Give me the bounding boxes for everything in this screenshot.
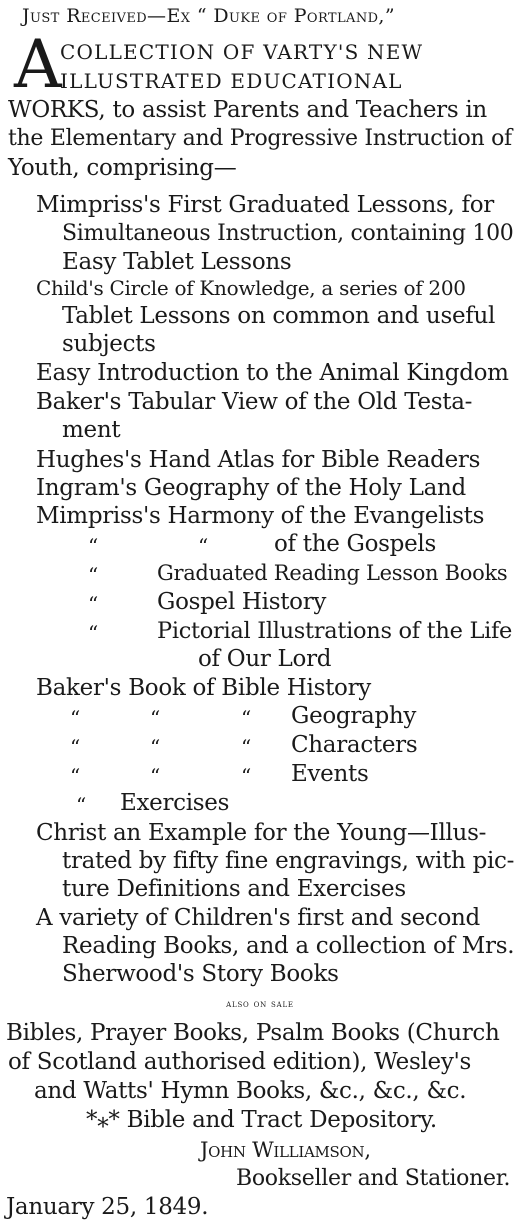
list-item: Characters xyxy=(291,732,418,758)
ditto-mark: “ xyxy=(88,534,99,558)
ditto-mark: “ xyxy=(88,592,99,616)
list-item: Baker's Tabular View of the Old Testa- xyxy=(36,389,473,415)
list-item: Mimpriss's First Graduated Lessons, for xyxy=(36,192,494,218)
ditto-mark: “ xyxy=(241,735,252,759)
list-item: of Our Lord xyxy=(198,646,332,672)
ditto-mark: “ xyxy=(241,706,252,730)
list-item: Sherwood's Story Books xyxy=(62,961,339,987)
list-item: Reading Books, and a collection of Mrs. xyxy=(62,933,515,959)
list-item: Hughes's Hand Atlas for Bible Readers xyxy=(36,447,481,473)
list-item: Geography xyxy=(291,703,417,729)
intro-line-5: Youth, comprising— xyxy=(8,155,237,181)
list-item: Easy Introduction to the Animal Kingdom xyxy=(36,360,509,386)
advertisement-date: January 25, 1849. xyxy=(6,1194,209,1220)
sale-line: Bibles, Prayer Books, Psalm Books (Church xyxy=(6,1020,500,1046)
intro-line-1: COLLECTION OF VARTY'S NEW xyxy=(60,40,424,64)
list-item: Simultaneous Instruction, containing 100 xyxy=(62,221,514,246)
intro-line-3: WORKS, to assist Parents and Teachers in xyxy=(8,97,487,123)
list-item: trated by fifty fine engravings, with pic- xyxy=(62,848,515,874)
list-item: Ingram's Geography of the Holy Land xyxy=(36,475,466,501)
sale-line: and Watts' Hymn Books, &c., &c., &c. xyxy=(34,1078,467,1104)
ditto-mark: “ xyxy=(76,793,87,817)
ditto-mark: “ xyxy=(198,534,209,558)
ditto-mark: “ xyxy=(70,706,81,730)
list-item: Easy Tablet Lessons xyxy=(62,249,292,275)
ditto-mark: “ xyxy=(150,735,161,759)
list-item: A variety of Children's first and second xyxy=(36,905,480,931)
list-item: Pictorial Illustrations of the Life xyxy=(157,618,513,644)
list-item: of the Gospels xyxy=(274,531,436,557)
list-item: subjects xyxy=(62,331,156,357)
advertisement-header: Just Received—Ex “ Duke of Portland,” xyxy=(22,5,395,27)
list-item: Gospel History xyxy=(157,589,327,615)
list-item: Exercises xyxy=(120,790,230,816)
ditto-mark: “ xyxy=(70,735,81,759)
signature-title: Bookseller and Stationer. xyxy=(236,1166,511,1191)
list-item: Christ an Example for the Young—Illus- xyxy=(36,820,487,846)
list-item: Tablet Lessons on common and useful xyxy=(62,303,496,329)
depository-line: *⁎* Bible and Tract Depository. xyxy=(86,1107,437,1133)
intro-line-2: ILLUSTRATED EDUCATIONAL xyxy=(60,69,403,93)
list-item: Graduated Reading Lesson Books xyxy=(157,561,508,585)
sale-line: of Scotland authorised edition), Wesley's xyxy=(8,1049,472,1075)
ditto-mark: “ xyxy=(241,764,252,788)
list-item: Child's Circle of Knowledge, a series of 200 xyxy=(36,276,466,300)
ditto-mark: “ xyxy=(150,764,161,788)
ditto-mark: “ xyxy=(88,621,99,645)
drop-cap: A xyxy=(14,26,62,103)
also-on-sale-heading: also on sale xyxy=(226,999,294,1010)
signature-name: John Williamson, xyxy=(200,1138,371,1162)
ditto-mark: “ xyxy=(150,706,161,730)
list-item: ture Definitions and Exercises xyxy=(62,876,406,902)
intro-line-4: the Elementary and Progressive Instruction of xyxy=(8,126,512,151)
list-item: Mimpriss's Harmony of the Evangelists xyxy=(36,503,485,529)
list-item: ment xyxy=(62,417,121,443)
ditto-mark: “ xyxy=(88,563,99,587)
ditto-mark: “ xyxy=(70,764,81,788)
list-item: Baker's Book of Bible History xyxy=(36,675,371,701)
list-item: Events xyxy=(291,761,369,787)
